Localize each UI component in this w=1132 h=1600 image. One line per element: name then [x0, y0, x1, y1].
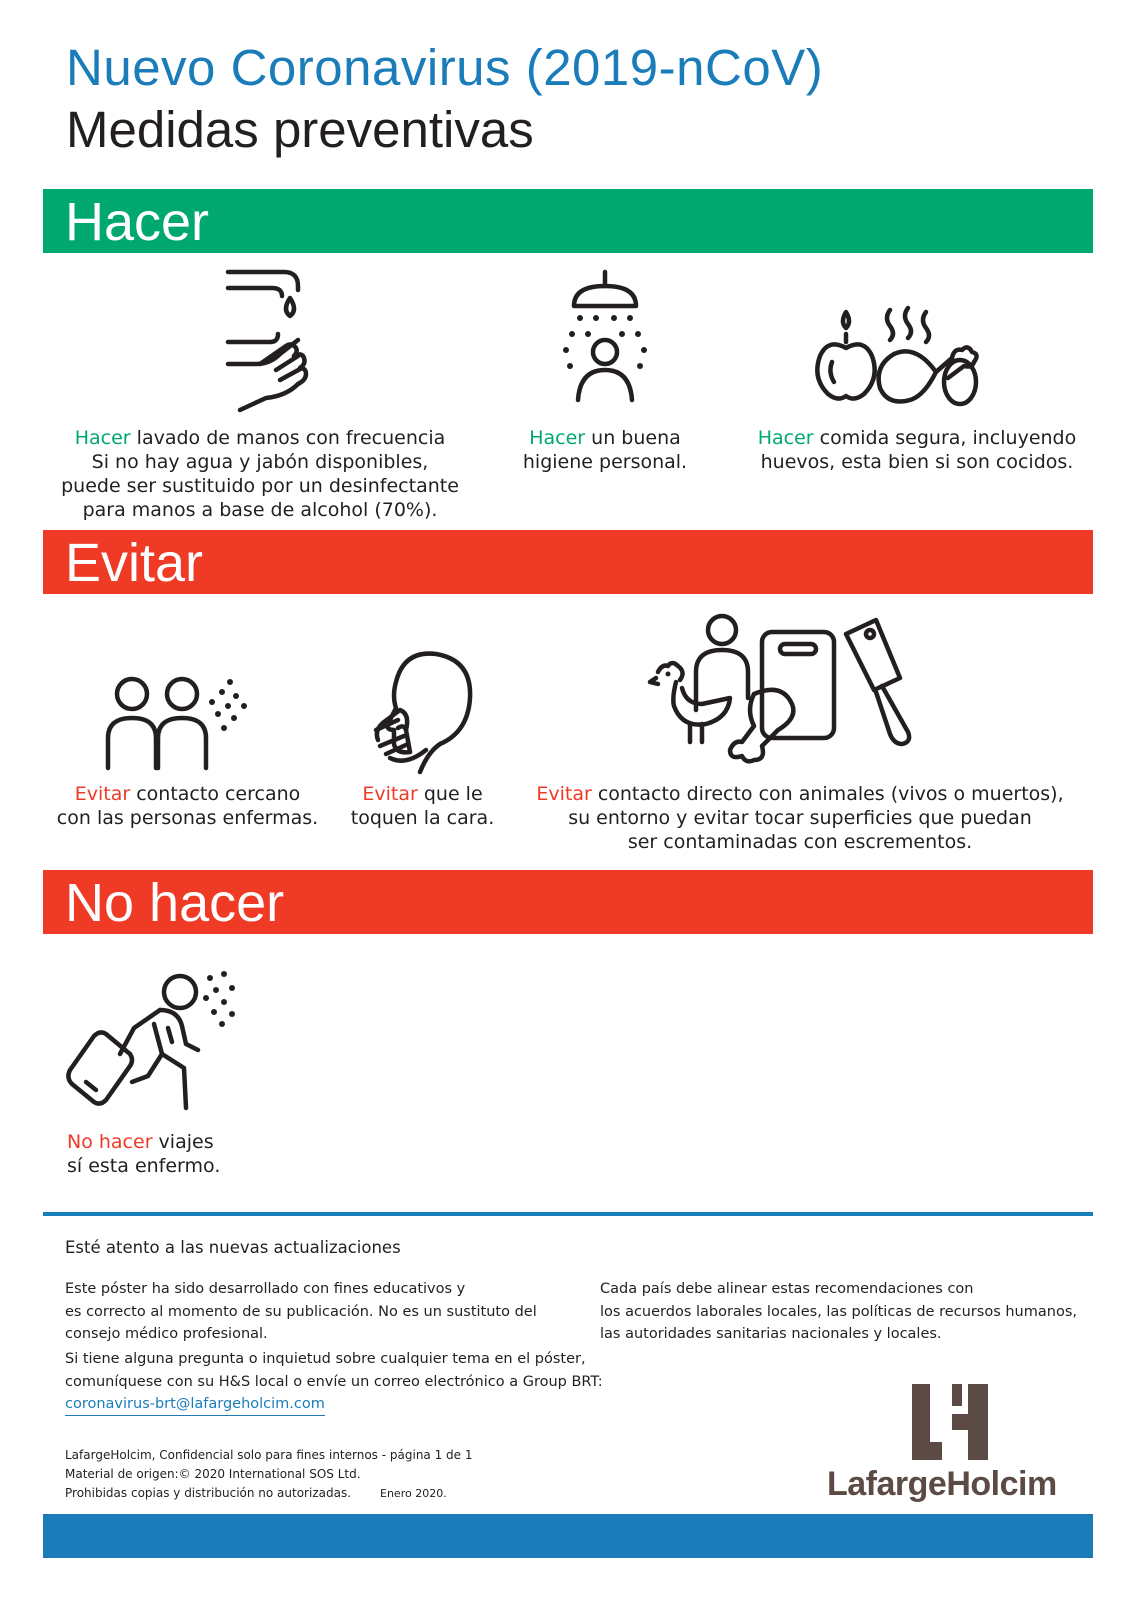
caption-text: toquen la cara.: [350, 807, 495, 829]
caption-text: viajes: [152, 1131, 214, 1153]
footer-line: es correcto al momento de su publicación. No es un sustituto del: [65, 1303, 537, 1320]
section-heading: Evitar: [65, 533, 204, 593]
publication-date: Enero 2020.: [380, 1487, 447, 1500]
footer-contact: [65, 1348, 603, 1393]
page-title: Nuevo Coronavirus (2019-nCoV): [66, 39, 824, 96]
caption-text: un buena: [585, 427, 681, 449]
caption-text: higiene personal.: [522, 451, 688, 473]
caption-text: contacto directo con animales (vivos o muertos),: [591, 783, 1064, 805]
footer-line: los acuerdos laborales locales, las políticas de recursos humanos,: [600, 1303, 1077, 1320]
section-evitar-header: [43, 530, 1093, 594]
caption-keyword: Evitar: [362, 783, 418, 805]
caption-text: con las personas enfermas.: [56, 807, 319, 829]
caption-text: que le: [417, 783, 483, 805]
caption-keyword: Evitar: [74, 783, 131, 805]
evitar-caption-2: [345, 782, 500, 830]
footer-line: las autoridades sanitarias nacionales y locales.: [600, 1326, 942, 1342]
footer-line: comuníquese con su H&S local o envíe un correo electrónico a Group BRT:: [65, 1373, 603, 1390]
footer-local-note: [600, 1278, 1077, 1346]
bottom-bar: [43, 1514, 1093, 1558]
footer-heading: Esté atento a las nuevas actualizaciones: [65, 1238, 401, 1257]
page-subtitle: Medidas preventivas: [66, 101, 534, 158]
section-hacer-header: [43, 189, 1093, 253]
caption-keyword: No hacer: [67, 1131, 153, 1153]
section-no-hacer-header: [43, 870, 1093, 934]
footer-line: consejo médico profesional.: [65, 1326, 268, 1342]
caption-text: comida segura, incluyendo: [813, 427, 1077, 449]
handwashing-icon: [226, 270, 316, 410]
brand-wordmark: LafargeHolcim: [827, 1465, 1057, 1503]
legal-line: LafargeHolcim, Confidencial solo para fines internos - página 1 de 1: [65, 1448, 473, 1462]
caption-keyword: Hacer: [757, 427, 814, 449]
sick-traveler-icon: [64, 970, 244, 1112]
caption-keyword: Hacer: [74, 427, 131, 449]
shower-icon: [560, 270, 650, 410]
hacer-caption-2: [505, 426, 705, 474]
contact-email-link[interactable]: coronavirus-brt@lafargeholcim.com: [65, 1396, 325, 1416]
hacer-caption-3: [752, 426, 1082, 474]
caption-text: huevos, esta bien si son cocidos.: [760, 451, 1074, 473]
lafargeholcim-logo-icon: [912, 1384, 988, 1460]
close-contact-icon: [104, 676, 250, 770]
caption-text: ser contaminadas con escrementos.: [627, 831, 973, 853]
caption-keyword: Evitar: [536, 783, 592, 805]
caption-keyword: Hacer: [529, 427, 586, 449]
safe-food-icon: [812, 306, 988, 410]
touch-face-icon: [370, 650, 480, 775]
no-hacer-caption-1: [67, 1130, 267, 1178]
caption-text: contacto cercano: [130, 783, 301, 805]
hacer-caption-1: [60, 426, 460, 522]
evitar-caption-3: [520, 782, 1080, 854]
legal-line: Material de origen:© 2020 International SOS Ltd.: [65, 1467, 361, 1481]
section-heading: No hacer: [65, 873, 285, 933]
footer-line: Si tiene alguna pregunta o inquietud sobre cualquier tema en el póster,: [65, 1351, 586, 1367]
footer-line: Cada país debe alinear estas recomendaciones con: [600, 1281, 974, 1297]
evitar-caption-1: [55, 782, 320, 830]
section-heading: Hacer: [65, 192, 210, 252]
caption-text: su entorno y evitar tocar superficies que puedan: [568, 807, 1032, 829]
caption-text: sí esta enfermo.: [67, 1155, 221, 1177]
caption-text: puede ser sustituido por un desinfectante: [61, 475, 459, 497]
legal-line: Prohibidas copias y distribución no autorizadas.: [65, 1486, 352, 1500]
caption-text: para manos a base de alcohol (70%).: [82, 499, 438, 521]
footer-line: Este póster ha sido desarrollado con fines educativos y: [65, 1281, 466, 1297]
caption-text: lavado de manos con frecuencia: [130, 427, 446, 449]
footer-disclaimer: [65, 1278, 537, 1346]
animal-contact-icon: [650, 614, 940, 774]
footer-divider: [43, 1212, 1093, 1216]
caption-text: Si no hay agua y jabón disponibles,: [91, 451, 429, 473]
